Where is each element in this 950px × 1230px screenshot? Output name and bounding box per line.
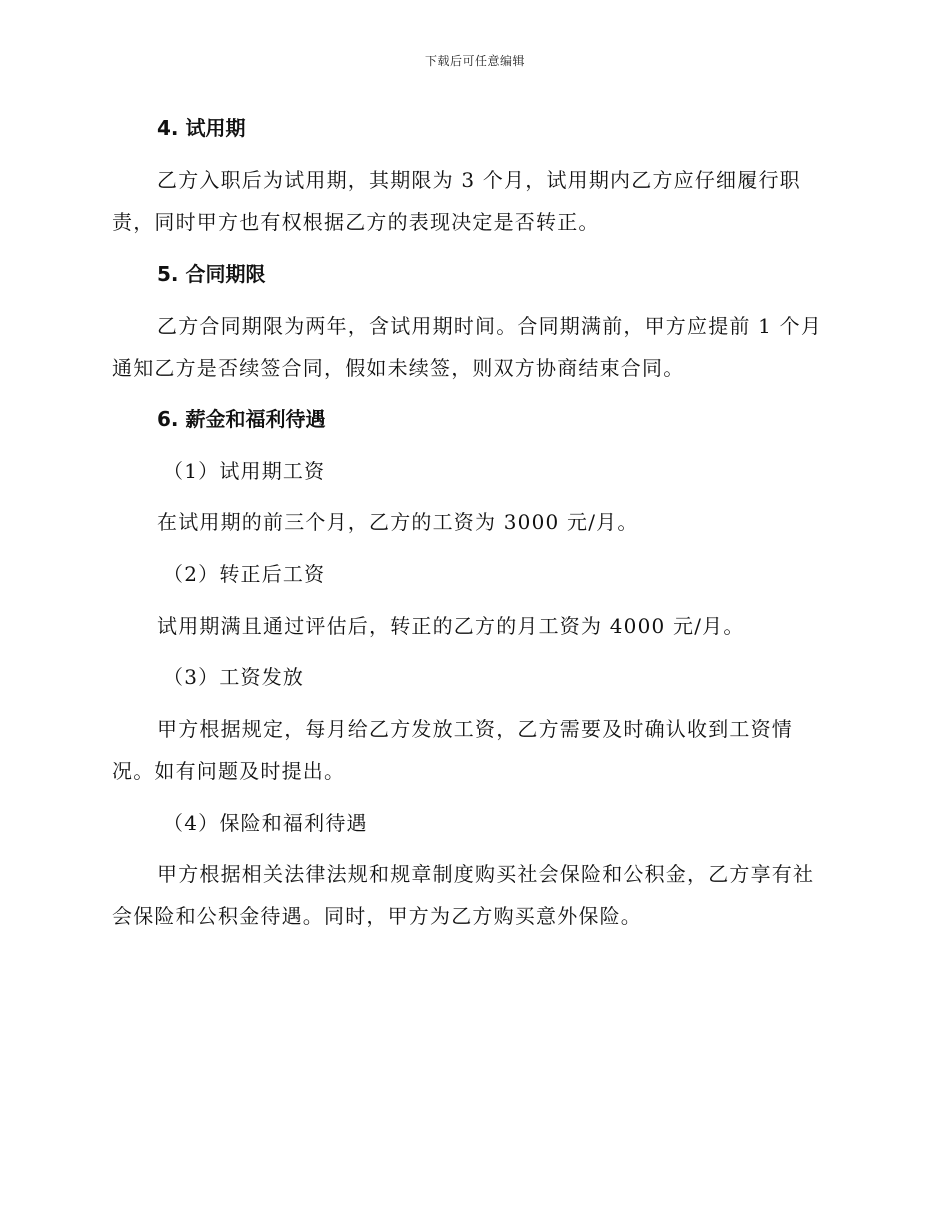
item-4-text-line-1: 甲方根据相关法律法规和规章制度购买社会保险和公积金，乙方享有社: [157, 862, 815, 886]
item-1-label: （1）试用期工资: [163, 459, 326, 483]
item-3-text-line-1: 甲方根据规定，每月给乙方发放工资，乙方需要及时确认收到工资情: [157, 717, 793, 741]
section-5-paragraph-line-1: 乙方合同期限为两年，含试用期时间。合同期满前，甲方应提前 1 个月: [157, 314, 823, 338]
item-4-label: （4）保险和福利待遇: [163, 811, 368, 835]
section-5-paragraph-line-2: 通知乙方是否续签合同，假如未续签，则双方协商结束合同。: [112, 356, 685, 380]
item-4-text-line-2: 会保险和公积金待遇。同时，甲方为乙方购买意外保险。: [112, 904, 642, 928]
item-2-label: （2）转正后工资: [163, 562, 326, 586]
item-3-text-line-2: 况。如有问题及时提出。: [112, 759, 346, 783]
section-4-paragraph-line-2: 责，同时甲方也有权根据乙方的表现决定是否转正。: [112, 210, 600, 234]
item-1-text: 在试用期的前三个月，乙方的工资为 3000 元/月。: [157, 510, 639, 534]
item-3-label: （3）工资发放: [163, 665, 305, 689]
section-5-heading: 5. 合同期限: [157, 262, 266, 286]
section-6-heading: 6. 薪金和福利待遇: [157, 407, 326, 431]
page-header: 下载后可任意编辑: [424, 54, 525, 68]
section-4-heading: 4. 试用期: [157, 116, 246, 140]
item-2-text: 试用期满且通过评估后，转正的乙方的月工资为 4000 元/月。: [157, 614, 745, 638]
section-4-paragraph-line-1: 乙方入职后为试用期，其期限为 3 个月，试用期内乙方应仔细履行职: [157, 168, 801, 192]
